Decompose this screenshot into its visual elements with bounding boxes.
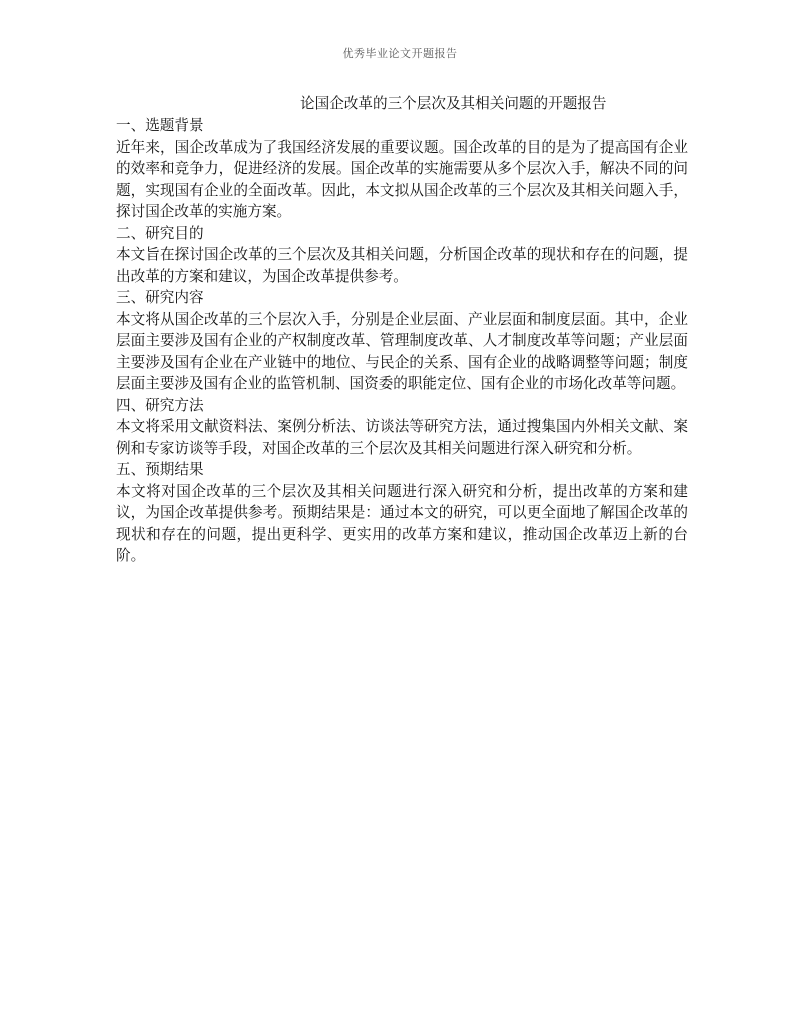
section-paragraph: 本文将对国企改革的三个层次及其相关问题进行深入研究和分析，提出改革的方案和建议，为国企改革提供参考。预期结果是：通过本文的研究，可以更全面地了解国企改革的现状和存在的问题，提出更科学、更实用的改革方案和建议，推动国企改革迈上新的台阶。 [116,482,688,564]
section-background [116,115,688,223]
document-title: 论国企改革的三个层次及其相关问题的开题报告 [300,95,607,112]
section-method [116,395,688,460]
section-heading: 五、预期结果 [116,461,204,478]
section-heading: 四、研究方法 [116,396,204,414]
section-paragraph: 近年来，国企改革成为了我国经济发展的重要议题。国企改革的目的是为了提高国有企业的效率和竞争力，促进经济的发展。国企改革的实施需要从多个层次入手，解决不同的问题，实现国有企业的全面改革。因此，本文拟从国企改革的三个层次及其相关问题入手，探讨国企改革的实施方案。 [116,138,688,220]
section-paragraph: 本文旨在探讨国企改革的三个层次及其相关问题，分析国企改革的现状和存在的问题，提出改革的方案和建议，为国企改革提供参考。 [116,246,688,285]
section-heading: 二、研究目的 [116,224,204,242]
running-header: 优秀毕业论文开题报告 [342,47,458,60]
section-heading: 一、选题背景 [116,117,204,134]
section-purpose [116,223,688,288]
section-expected-results [116,459,688,567]
section-paragraph: 本文将从国企改革的三个层次入手，分别是企业层面、产业层面和制度层面。其中，企业层面主要涉及国有企业的产权制度改革、管理制度改革、人才制度改革等问题；产业层面主要涉及国有企业在产业链中的地位、与民企的关系、国有企业的战略调整等问题；制度层面主要涉及国有企业的监管机制、国资委的职能定位、国有企业的市场化改革等问题。 [116,310,688,392]
section-paragraph: 本文将采用文献资料法、案例分析法、访谈法等研究方法，通过搜集国内外相关文献、案例和专家访谈等手段，对国企改革的三个层次及其相关问题进行深入研究和分析。 [116,418,688,457]
section-heading: 三、研究内容 [116,289,204,306]
document-body [116,115,688,567]
section-content [116,287,688,395]
